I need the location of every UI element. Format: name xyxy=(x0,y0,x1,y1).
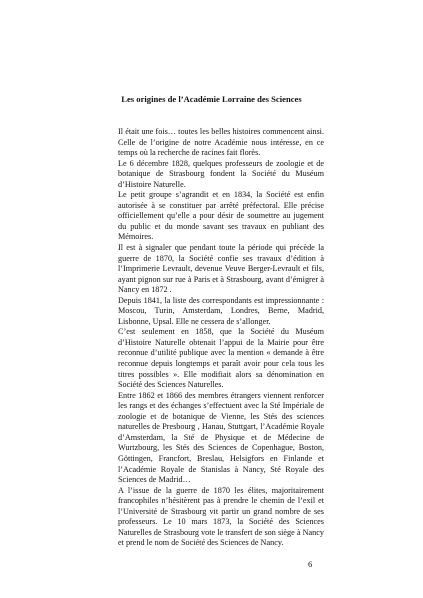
paragraph: Le petit groupe s’agrandit et en 1834, la Société est enfin autorisée à se constituer par arrêté préfectoral. Elle précise officiellement qu’elle a pour désir de soumettre au jugement du public et du monde savant ses travaux en publiant des Mémoires. xyxy=(118,190,324,242)
page-number: 6 xyxy=(308,559,313,569)
paragraph: Le 6 décembre 1828, quelques professeurs de zoologie et de botanique de Strasbourg fondent la Société du Muséum d’Histoire Naturelle. xyxy=(118,158,324,189)
paragraph: A l’issue de la guerre de 1870 les élites, majoritairement francophiles n’hésitèrent pas à prendre le chemin de l’exil et l’Université de Strasbourg vit partir un grand nombre de ses professeurs. Le 10 mars 1873, la Société des Sciences Naturelles de Strasbourg vote le transfert de son siège à Nancy et prend le nom de Société des Sciences de Nancy. xyxy=(118,485,324,548)
paragraph: Entre 1862 et 1866 des membres étrangers viennent renforcer les rangs et des échanges s’effectuent avec la Sté Impériale de zoologie et de botanique de Vienne, les Stés des sciences naturelles de Presbourg , Hanau, Stuttgart, l’Académie Royale d’Amsterdam, la Sté de Physique et de Médecine de Wurtzbourg, les Stés des Sciences de Copenhague, Boston, Göttingen, Francfort, Breslau, Helsigfors en Finlande et l’Académie Royale de Stanislas à Nancy, Sté Royale des Sciences de Madrid… xyxy=(118,390,324,485)
paragraph: C’est seulement en 1858, que la Société du Muséum d’Histoire Naturelle obtenait l’appui de la Mairie pour être reconnue d’utilité publique avec la mention « demande à être reconnue depuis longtemps et paraît avoir pour cela tous les titres possibles ». Elle modifiait alors sa dénomination en Société des Sciences Naturelles. xyxy=(118,327,324,390)
page-title: Les origines de l’Académie Lorraine des Sciences xyxy=(121,94,302,104)
paragraph: Depuis 1841, la liste des correspondants est impressionnante : Moscou, Turin, Amsterdam, Londres, Berne, Madrid, Lisbonne, Upsal. Elle ne cessera de s’allonger. xyxy=(118,295,324,326)
paragraph: Il était une fois… toutes les belles histoires commencent ainsi. Celle de l’origine de notre Académie nous intéresse, en ce temps où la recherche de racines fait florès. xyxy=(118,127,324,158)
paragraph: Il est à signaler que pendant toute la période qui précède la guerre de 1870, la Société confie ses travaux d’édition à l’Imprimerie Levrault, devenue Veuve Berger-Levrault et fils, ayant pignon sur rue à Paris et à Strasbourg, avant d’émigrer à Nancy en 1872 . xyxy=(118,243,324,295)
body-text xyxy=(118,127,324,549)
